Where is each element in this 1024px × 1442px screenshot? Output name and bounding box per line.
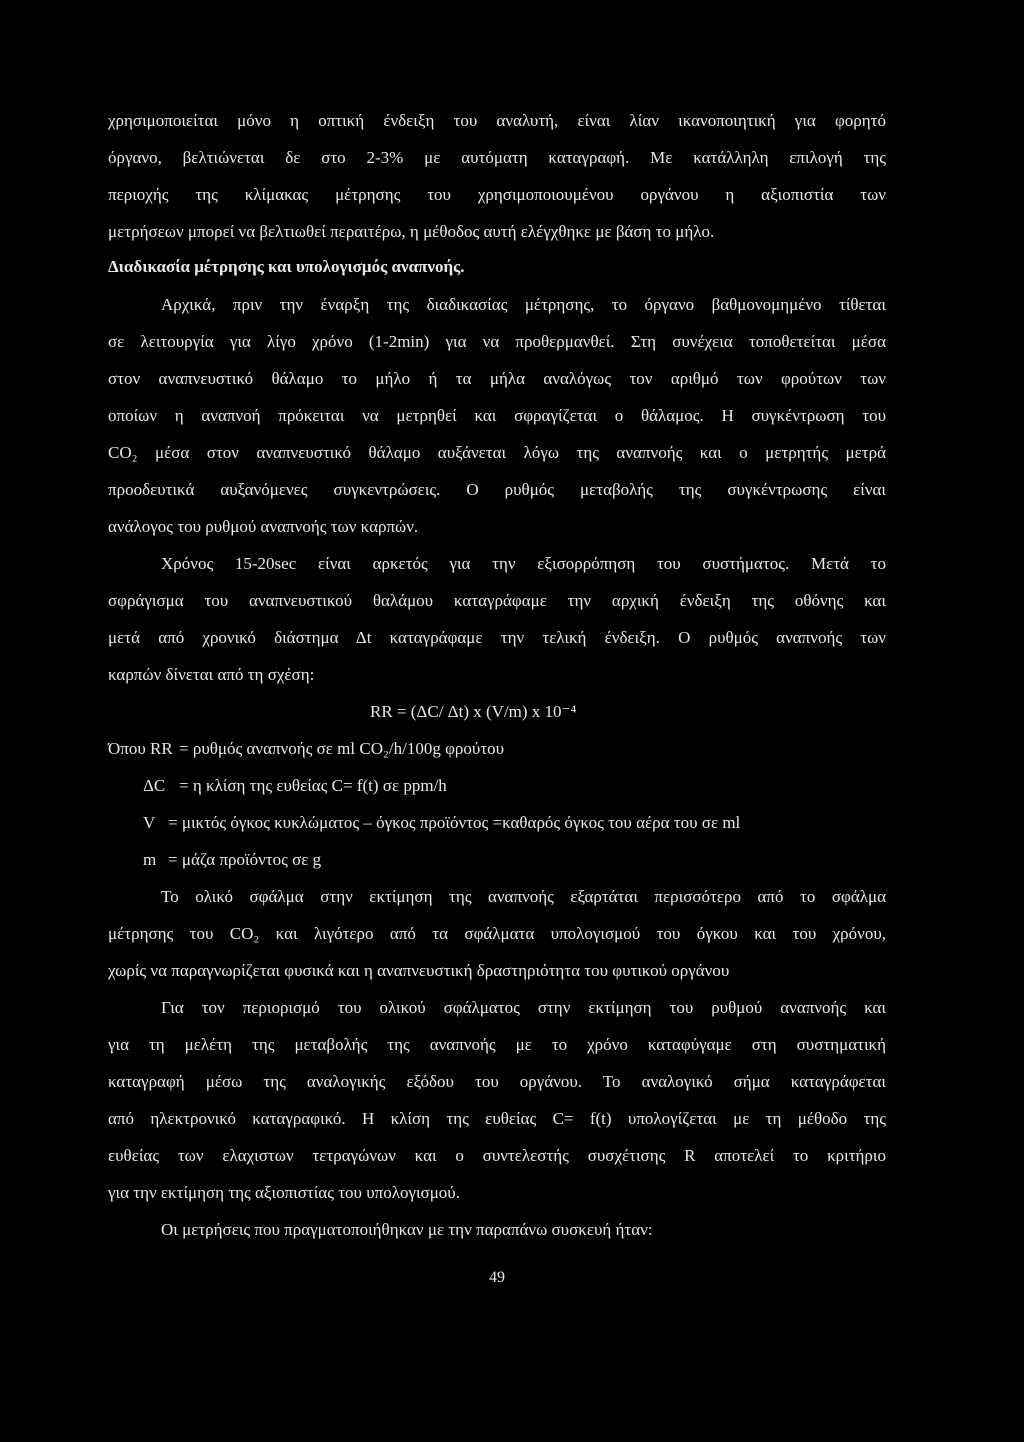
text-line: από ηλεκτρονικό καταγραφικό. Η κλίση της ευθείας C= f(t) υπολογίζεται με τη μέθοδο της xyxy=(108,1109,886,1128)
text-line: προοδευτικά αυξανόμενες συγκεντρώσεις. Ο ρυθμός μεταβολής της συγκέντρωσης είναι xyxy=(108,480,886,499)
text-line: Χρόνος 15-20sec είναι αρκετός για την εξισορρόπηση του συστήματος. Μετά το xyxy=(161,554,886,573)
text-line: ανάλογος του ρυθμού αναπνοής των καρπών. xyxy=(108,517,419,536)
text-line: Για τον περιορισμό του ολικού σφάλματος στην εκτίμηση του ρυθμού αναπνοής και xyxy=(161,998,886,1017)
text-line: οποίων η αναπνοή πρόκειται να μετρηθεί και σφραγίζεται ο θάλαμος. Η συγκέντρωση του xyxy=(108,406,886,425)
text-line: Το ολικό σφάλμα στην εκτίμηση της αναπνοής εξαρτάται περισσότερο από το σφάλμα xyxy=(161,887,886,906)
definition-symbol: Όπου RR xyxy=(108,739,173,758)
text-line: μέτρησης του CO₂ και λιγότερο από τα σφάλματα υπολογισμού του όγκου και του χρόνου, xyxy=(108,924,886,943)
definition-symbol: m xyxy=(143,850,157,869)
text-line: για τη μελέτη της μεταβολής της αναπνοής με το χρόνο καταφύγαμε στη συστηματική xyxy=(108,1035,886,1054)
text-line: χωρίς να παραγνωρίζεται φυσικά και η αναπνευστική δραστηριότητα του φυτικού οργάνου xyxy=(108,961,730,980)
text-line: καταγραφή μέσω της αναλογικής εξόδου του οργάνου. Το αναλογικό σήμα καταγράφεται xyxy=(108,1072,886,1091)
definition-symbol: V xyxy=(143,813,156,832)
text-line: CO₂ μέσα στον αναπνευστικό θάλαμο αυξάνεται λόγω της αναπνοής και ο μετρητής μετρά xyxy=(108,443,886,462)
text-line: χρησιμοποιείται μόνο η οπτική ένδειξη του αναλυτή, είναι λίαν ικανοποιητική για φορητό xyxy=(108,111,886,130)
definition-text: = μικτός όγκος κυκλώματος – όγκος προϊόντος =καθαρός όγκος του αέρα του σε ml xyxy=(168,813,741,832)
definition-text: = η κλίση της ευθείας C= f(t) σε ppm/h xyxy=(179,776,447,795)
text-line: περιοχής της κλίμακας μέτρησης του χρησιμοποιουμένου οργάνου η αξιοπιστία των xyxy=(108,185,886,204)
text-line: Οι μετρήσεις που πραγματοποιήθηκαν με την παραπάνω συσκευή ήταν: xyxy=(161,1220,653,1239)
text-line: για την εκτίμηση της αξιοπιστίας του υπολογισμού. xyxy=(108,1183,460,1202)
definition-symbol: ΔC xyxy=(143,776,166,795)
text-line: Αρχικά, πριν την έναρξη της διαδικασίας μέτρησης, το όργανο βαθμονομημένο τίθεται xyxy=(161,295,886,314)
page-number: 49 xyxy=(489,1269,505,1286)
text-line: όργανο, βελτιώνεται δε στο 2-3% με αυτόματη καταγραφή. Με κατάλληλη επιλογή της xyxy=(108,148,886,167)
text-line: στον αναπνευστικό θάλαμο το μήλο ή τα μήλα αναλόγως τον αριθμό των φρούτων των xyxy=(108,369,886,388)
text-line: καρπών δίνεται από τη σχέση: xyxy=(108,665,315,684)
definition-text: = μάζα προϊόντος σε g xyxy=(168,850,322,869)
text-line: ευθείας των ελαχιστων τετραγώνων και ο συντελεστής συσχέτισης R αποτελεί το κριτήριο xyxy=(108,1146,886,1165)
formula: RR = (ΔC/ Δt) x (V/m) x 10⁻⁴ xyxy=(370,702,577,721)
text-line: σφράγισμα του αναπνευστικού θαλάμου καταγράφαμε την αρχική ένδειξη της οθόνης και xyxy=(108,591,886,610)
text-line: μετά από χρονικό διάστημα Δt καταγράφαμε την τελική ένδειξη. Ο ρυθμός αναπνοής των xyxy=(108,628,886,647)
definition-text: = ρυθμός αναπνοής σε ml CO₂/h/100g φρούτου xyxy=(179,739,505,758)
text-line: σε λειτουργία για λίγο χρόνο (1-2min) για να προθερμανθεί. Στη συνέχεια τοποθετείται μέσα xyxy=(108,332,886,351)
definitions-list xyxy=(108,738,886,888)
text-line: μετρήσεων μπορεί να βελτιωθεί περαιτέρω, η μέθοδος αυτή ελέγχθηκε με βάση το μήλο. xyxy=(108,222,715,241)
section-heading: Διαδικασία μέτρησης και υπολογισμός αναπνοής. xyxy=(108,257,465,276)
